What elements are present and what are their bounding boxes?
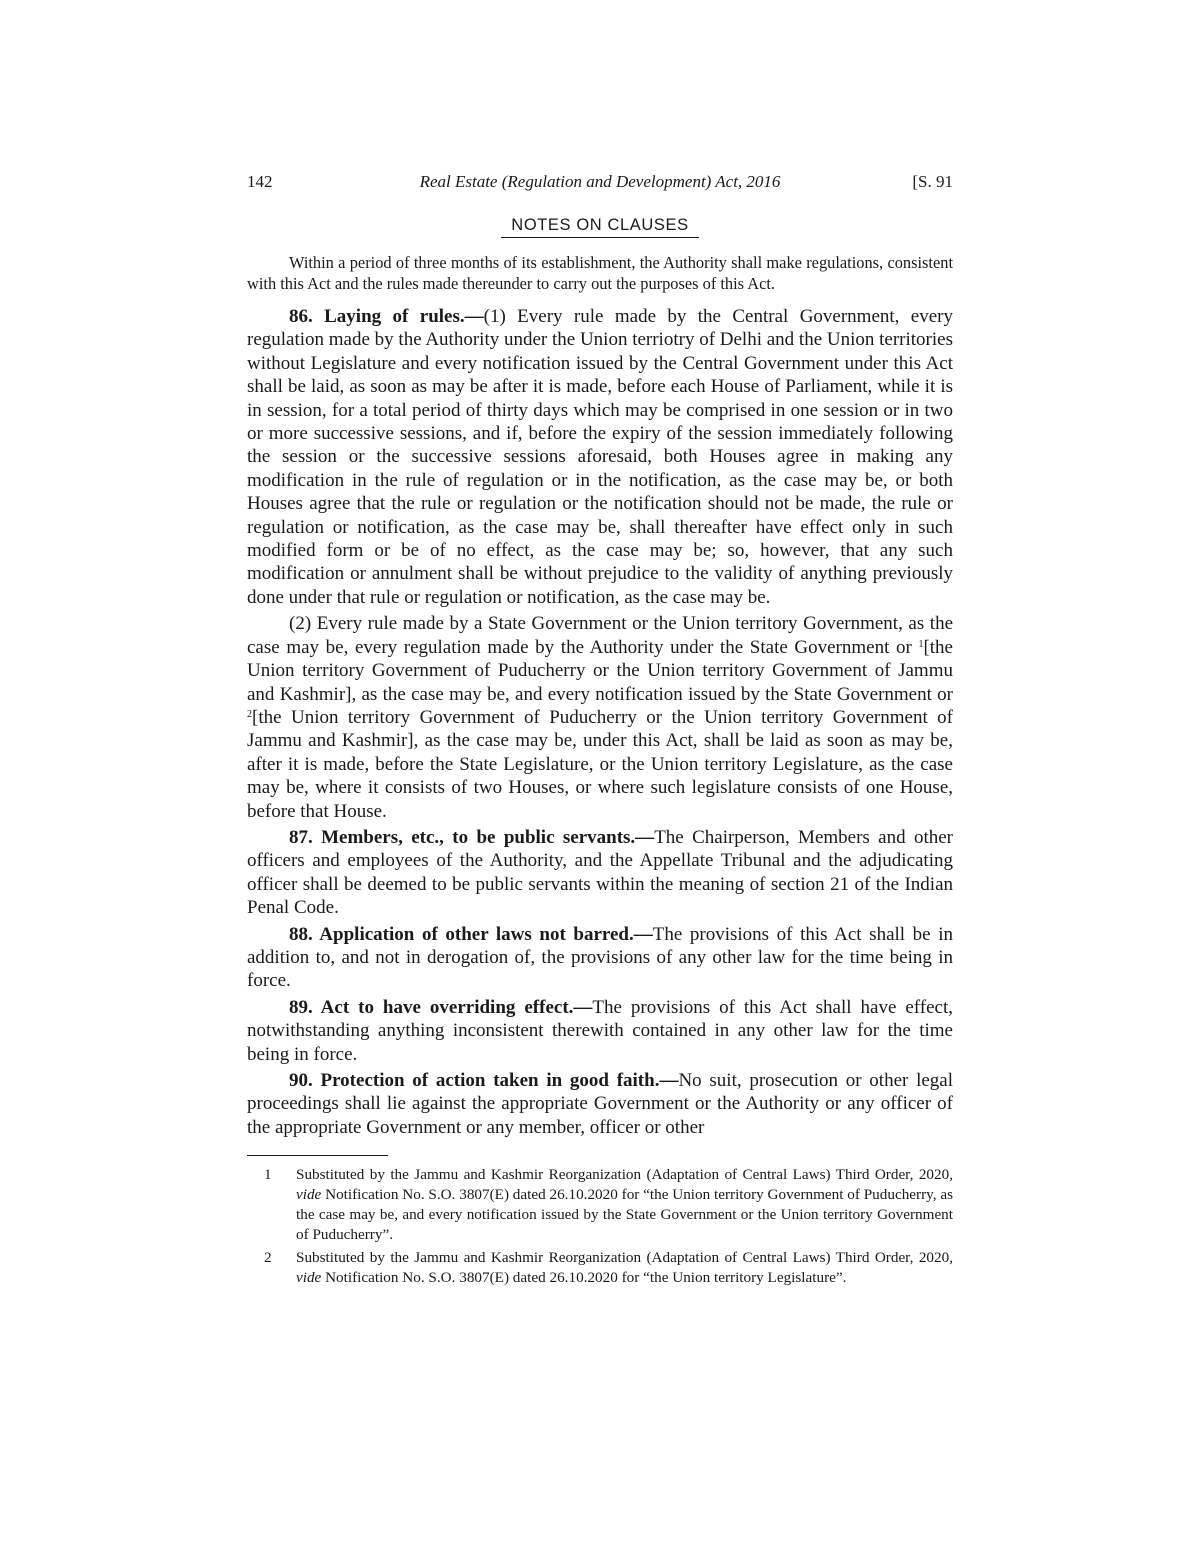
section-87-heading: 87. Members, etc., to be public servants.— xyxy=(289,826,655,848)
footnote-2 xyxy=(247,1248,953,1288)
section-86-sub2-part2: [the Union territory Government of Puducherry or the Union territory Government of Jammu and Kashmir], as the case may be, and every notification issued by the State Government or xyxy=(247,636,953,705)
running-title: Real Estate (Regulation and Development) Act, 2016 xyxy=(419,172,781,191)
section-86-sub2-part3: [the Union territory Government of Puducherry or the Union territory Government of Jammu and Kashmir], as the case may be, under this Act, shall be laid as soon as may be, after it is made, before the State Legislature, or the Union territory Legislature, as the case may be, where it consists of two Houses, or where such legislature consists of one House, before that House. xyxy=(247,706,953,822)
page-number: 142 xyxy=(247,172,273,191)
footnote-marker-1: 1 xyxy=(918,638,924,650)
footnote-text: Notification No. S.O. 3807(E) dated 26.10.2020 for “the Union territory Legislature”. xyxy=(321,1269,847,1287)
section-89 xyxy=(247,996,953,1066)
section-90-text: No suit, prosecution or other legal proceedings shall lie against the appropriate Government or the Authority or any officer of the appropriate Government or any member, officer or other xyxy=(247,1070,953,1138)
section-86-text: (1) Every rule made by the Central Government, every regulation made by the Authority under the Union terriotry of Delhi and the Union territories without Legislature and every notification issued by the Central Government under this Act shall be laid, as soon as may be after it is made, before each House of Parliament, while it is in session, for a total period of thirty days which may be comprised in one session or in two or more successive sessions, and if, before the expiry of the session immediately following the session or the successive sessions aforesaid, both Houses agree in making any modification in the rule of regulation or in the notification, as the case may be, or both Houses agree that the rule or regulation or the notification should not be made, the rule or regulation or notification, as the case may be, shall thereafter have effect only in such modified form or be of no effect, as the case may be; so, however, that any such modification or annulment shall be without prejudice to the validity of anything previously done under that rule or regulation or notification, as the case may be. xyxy=(247,306,953,608)
footnotes xyxy=(247,1165,953,1288)
footnote-1 xyxy=(247,1165,953,1245)
section-90-heading: 90. Protection of action taken in good faith.— xyxy=(289,1070,679,1091)
section-88-heading: 88. Application of other laws not barred.— xyxy=(289,923,653,945)
footnote-divider xyxy=(247,1155,388,1156)
section-reference: [S. 91 xyxy=(912,172,953,191)
footnote-vide: vide xyxy=(296,1186,322,1204)
footnote-vide: vide xyxy=(296,1269,322,1287)
section-89-heading: 89. Act to have overriding effect.— xyxy=(289,996,593,1018)
section-87-text: The Chairperson, Members and other officers and employees of the Authority, and the Appellate Tribunal and the adjudicating officer shall be deemed to be public servants within the meaning of section 21 of the Indian Penal Code. xyxy=(247,826,954,919)
section-90 xyxy=(247,1069,953,1139)
running-header xyxy=(247,172,953,198)
footnote-text: Substituted by the Jammu and Kashmir Reorganization (Adaptation of Central Laws) Third Order, 2020, xyxy=(296,1249,953,1267)
section-88 xyxy=(247,923,953,993)
section-86-subsection-2 xyxy=(247,612,953,823)
notes-heading: NOTES ON CLAUSES xyxy=(501,216,698,238)
section-88-text: The provisions of this Act shall be in addition to, and not in derogation of, the provisions of any other law for the time being in force. xyxy=(247,923,953,992)
footnote-text: Notification No. S.O. 3807(E) dated 26.10.2020 for “the Union territory Government of Puducherry, as the case may be, and every notification issued by the State Government or the Union territory Government of Puducherry”. xyxy=(296,1186,953,1244)
section-86-sub2-part1: (2) Every rule made by a State Government or the Union territory Government, as the case may be, every regulation made by the Authority under the State Government or xyxy=(247,613,953,658)
section-87 xyxy=(247,826,953,920)
document-page xyxy=(247,172,953,1291)
footnote-text: Substituted by the Jammu and Kashmir Reorganization (Adaptation of Central Laws) Third Order, 2020, xyxy=(296,1166,953,1184)
footnote-number: 1 xyxy=(264,1166,272,1184)
notes-paragraph: Within a period of three months of its establishment, the Authority shall make regulations, consistent with this Act and the rules made thereunder to carry out the purposes of this Act. xyxy=(247,253,953,293)
section-89-text: The provisions of this Act shall have effect, notwithstanding anything inconsistent therewith contained in any other law for the time being in force. xyxy=(247,996,953,1065)
footnote-marker-2: 2 xyxy=(247,708,252,720)
footnote-number: 2 xyxy=(264,1249,272,1267)
section-86-subsection-1 xyxy=(247,305,953,609)
section-86-heading: 86. Laying of rules.— xyxy=(289,306,484,327)
notes-heading-wrap xyxy=(247,216,953,242)
